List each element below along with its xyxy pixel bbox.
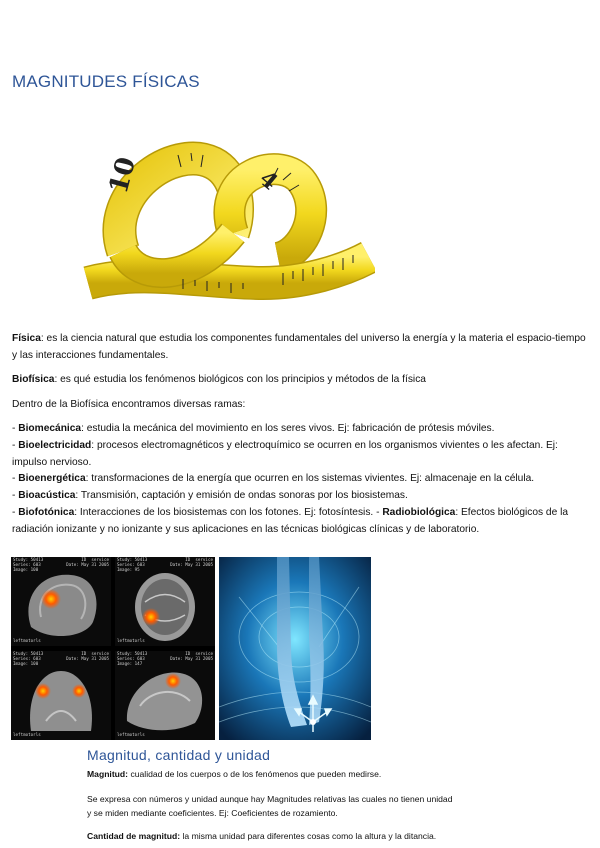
cantidad-definition [87,830,557,844]
fisica-term: Física [12,333,41,344]
fisica-definition [12,331,590,364]
list-item: - Biofotónica: Interacciones de los biosistemas con los fotones. Ej: fotosíntesis. - Radiobiológica: Efectos biológicos de la radiación ionizante y no ionizante y sus aplicaciones en las técnicas biológicas clínicas y de laboratorio. [12,506,569,535]
foot-biomechanics-image [219,557,371,740]
tape-number-10: 10 [103,154,143,197]
list-item: - Bioacústica: Transmisión, captación y emisión de ondas sonoras por los biosistemas. [12,490,408,502]
cantidad-term: Cantidad de magnitud: [87,831,181,841]
section-heading: Magnitud, cantidad y unidad [87,747,271,763]
fisica-text: : es la ciencia natural que estudia los componentes fundamentales del universo la energía y la materia el espacio-tiempo y las interacciones fundamentales. [12,333,586,361]
tape-number-4: 4 [254,165,283,196]
biofisica-text: : es qué estudia los fenómenos biológicos con los principios y métodos de la física [54,374,426,385]
mri-panel: Study: 50413 Series: 603 Image: 100 ID service Date: May 31 2005 leftmotorls [11,651,111,740]
ramas-list [12,421,592,539]
mri-panel: Study: 50413 Series: 603 Image: 147 ID service Date: May 31 2005 leftmotorls [115,651,215,740]
mri-scan-image [11,557,215,740]
cantidad-text: la misma unidad para diferentes cosas como la altura y la ditancia. [180,831,437,841]
magnitud-text: cualidad de los cuerpos o de los fenómenos que pueden medirse. [128,769,382,779]
mri-panel: Study: 50413 Series: 603 Image: 95 ID service Date: May 31 2005 leftmotorls [115,557,215,646]
magnitud-term: Magnitud: [87,769,129,779]
list-item: - Bioenergética: transformaciones de la energía que ocurren en los sistemas vivientes. Ej: almacenaje en la célula. [12,473,535,485]
mri-panel: Study: 50413 Series: 603 Image: 100 ID service Date: May 31 2005 leftmotorls [11,557,111,646]
list-item: - Bioelectricidad: procesos electromagnéticos y electroquímico se ocurren en los organismos vivientes o les afectan. Ej: impulso nervioso. [12,439,558,468]
list-item: - Biomecánica: estudia la mecánica del movimiento en los seres vivos. Ej: fabricación de prótesis móviles. [12,423,495,434]
page-title: MAGNITUDES FÍSICAS [12,72,200,91]
biofisica-term: Biofísica [12,374,55,385]
expresa-paragraph: Se expresa con números y unidad aunque hay Magnitudes relativas las cuales no tienen unidad y se miden mediante coeficientes. Ej: Coeficientes de rozamiento. [87,794,453,818]
ramas-intro: Dentro de la Biofísica encontramos diversas ramas: [12,399,246,410]
magnitud-definition [87,768,557,782]
biofisica-definition [12,372,590,389]
measuring-tape-image [83,133,375,325]
